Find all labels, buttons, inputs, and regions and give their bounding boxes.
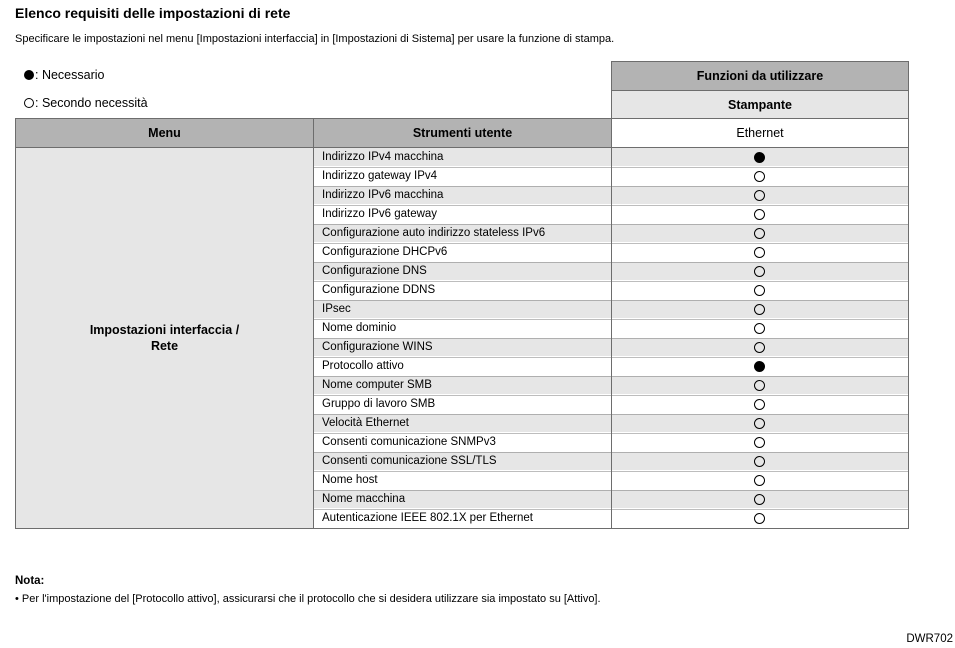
requirement-mark — [611, 475, 908, 486]
tool-name: Indirizzo IPv6 gateway — [322, 208, 438, 220]
document-code: DWR702 — [906, 633, 953, 645]
requirement-mark — [611, 190, 908, 201]
tool-name: Configurazione DNS — [322, 265, 427, 277]
empty-circle-icon — [754, 304, 765, 315]
menu-header: Menu — [15, 118, 314, 148]
page-subtitle: Specificare le impostazioni nel menu [Impostazioni interfaccia] in [Impostazioni di Sistema] per usare la funzione di stampa. — [15, 33, 615, 45]
tool-name: Consenti comunicazione SNMPv3 — [322, 436, 496, 448]
functions-header: Funzioni da utilizzare — [611, 61, 909, 91]
filled-circle-icon — [754, 152, 765, 163]
empty-circle-icon — [754, 228, 765, 239]
tool-name: Gruppo di lavoro SMB — [322, 398, 436, 410]
tool-name: Indirizzo gateway IPv4 — [322, 170, 438, 182]
tool-name: Configurazione DHCPv6 — [322, 246, 448, 258]
requirement-mark — [611, 437, 908, 448]
function-name-header: Stampante — [611, 90, 909, 119]
empty-circle-icon — [754, 190, 765, 201]
legend-required-label: : Necessario — [35, 68, 105, 82]
filled-circle-icon — [754, 361, 765, 372]
legend-optional-label: : Secondo necessità — [35, 96, 148, 110]
requirement-mark — [611, 266, 908, 277]
tool-name: Nome computer SMB — [322, 379, 432, 391]
legend-optional — [24, 96, 148, 110]
empty-circle-icon — [754, 323, 765, 334]
tool-name: Configurazione DDNS — [322, 284, 436, 296]
requirement-mark — [611, 323, 908, 334]
requirement-mark — [611, 342, 908, 353]
tool-name: Nome host — [322, 474, 378, 486]
empty-circle-icon — [754, 475, 765, 486]
empty-circle-icon — [754, 513, 765, 524]
empty-circle-icon — [754, 247, 765, 258]
requirement-mark — [611, 152, 908, 163]
tools-header: Strumenti utente — [313, 118, 612, 148]
requirement-mark — [611, 418, 908, 429]
tool-name: Configurazione WINS — [322, 341, 433, 353]
requirement-mark — [611, 456, 908, 467]
requirement-mark — [611, 285, 908, 296]
empty-circle-icon — [754, 209, 765, 220]
empty-circle-icon — [754, 418, 765, 429]
empty-circle-icon — [754, 456, 765, 467]
tool-name: Consenti comunicazione SSL/TLS — [322, 455, 497, 467]
empty-circle-icon — [754, 171, 765, 182]
requirement-mark — [611, 380, 908, 391]
empty-circle-icon — [754, 399, 765, 410]
requirement-mark — [611, 171, 908, 182]
requirement-mark — [611, 209, 908, 220]
menu-line-2: Rete — [150, 339, 179, 353]
requirement-mark — [611, 399, 908, 410]
requirement-mark — [611, 304, 908, 315]
requirement-mark — [611, 247, 908, 258]
requirement-mark — [611, 513, 908, 524]
tool-name: Protocollo attivo — [322, 360, 404, 372]
tool-name: Velocità Ethernet — [322, 417, 409, 429]
empty-circle-icon — [24, 98, 34, 108]
legend-required — [24, 68, 104, 82]
requirement-mark — [611, 228, 908, 239]
tool-name: Autenticazione IEEE 802.1X per Ethernet — [322, 512, 533, 524]
note-text: • Per l'impostazione del [Protocollo attivo], assicurarsi che il protocollo che si desidera utilizzare sia impostato su [Attivo]. — [15, 593, 601, 605]
menu-line-1: Impostazioni interfaccia / — [89, 323, 240, 337]
interface-header: Ethernet — [611, 118, 909, 148]
tool-name: Configurazione auto indirizzo stateless IPv6 — [322, 227, 546, 239]
empty-circle-icon — [754, 285, 765, 296]
requirement-mark — [611, 361, 908, 372]
note-title: Nota: — [15, 575, 45, 587]
tool-name: Nome dominio — [322, 322, 397, 334]
filled-circle-icon — [24, 70, 34, 80]
menu-cell — [16, 148, 313, 528]
empty-circle-icon — [754, 437, 765, 448]
tool-name: Nome macchina — [322, 493, 406, 505]
empty-circle-icon — [754, 494, 765, 505]
empty-circle-icon — [754, 380, 765, 391]
requirement-mark — [611, 494, 908, 505]
tool-name: Indirizzo IPv4 macchina — [322, 151, 444, 163]
empty-circle-icon — [754, 266, 765, 277]
tool-name: IPsec — [322, 303, 351, 315]
empty-circle-icon — [754, 342, 765, 353]
tool-name: Indirizzo IPv6 macchina — [322, 189, 444, 201]
page-title: Elenco requisiti delle impostazioni di rete — [15, 5, 291, 21]
